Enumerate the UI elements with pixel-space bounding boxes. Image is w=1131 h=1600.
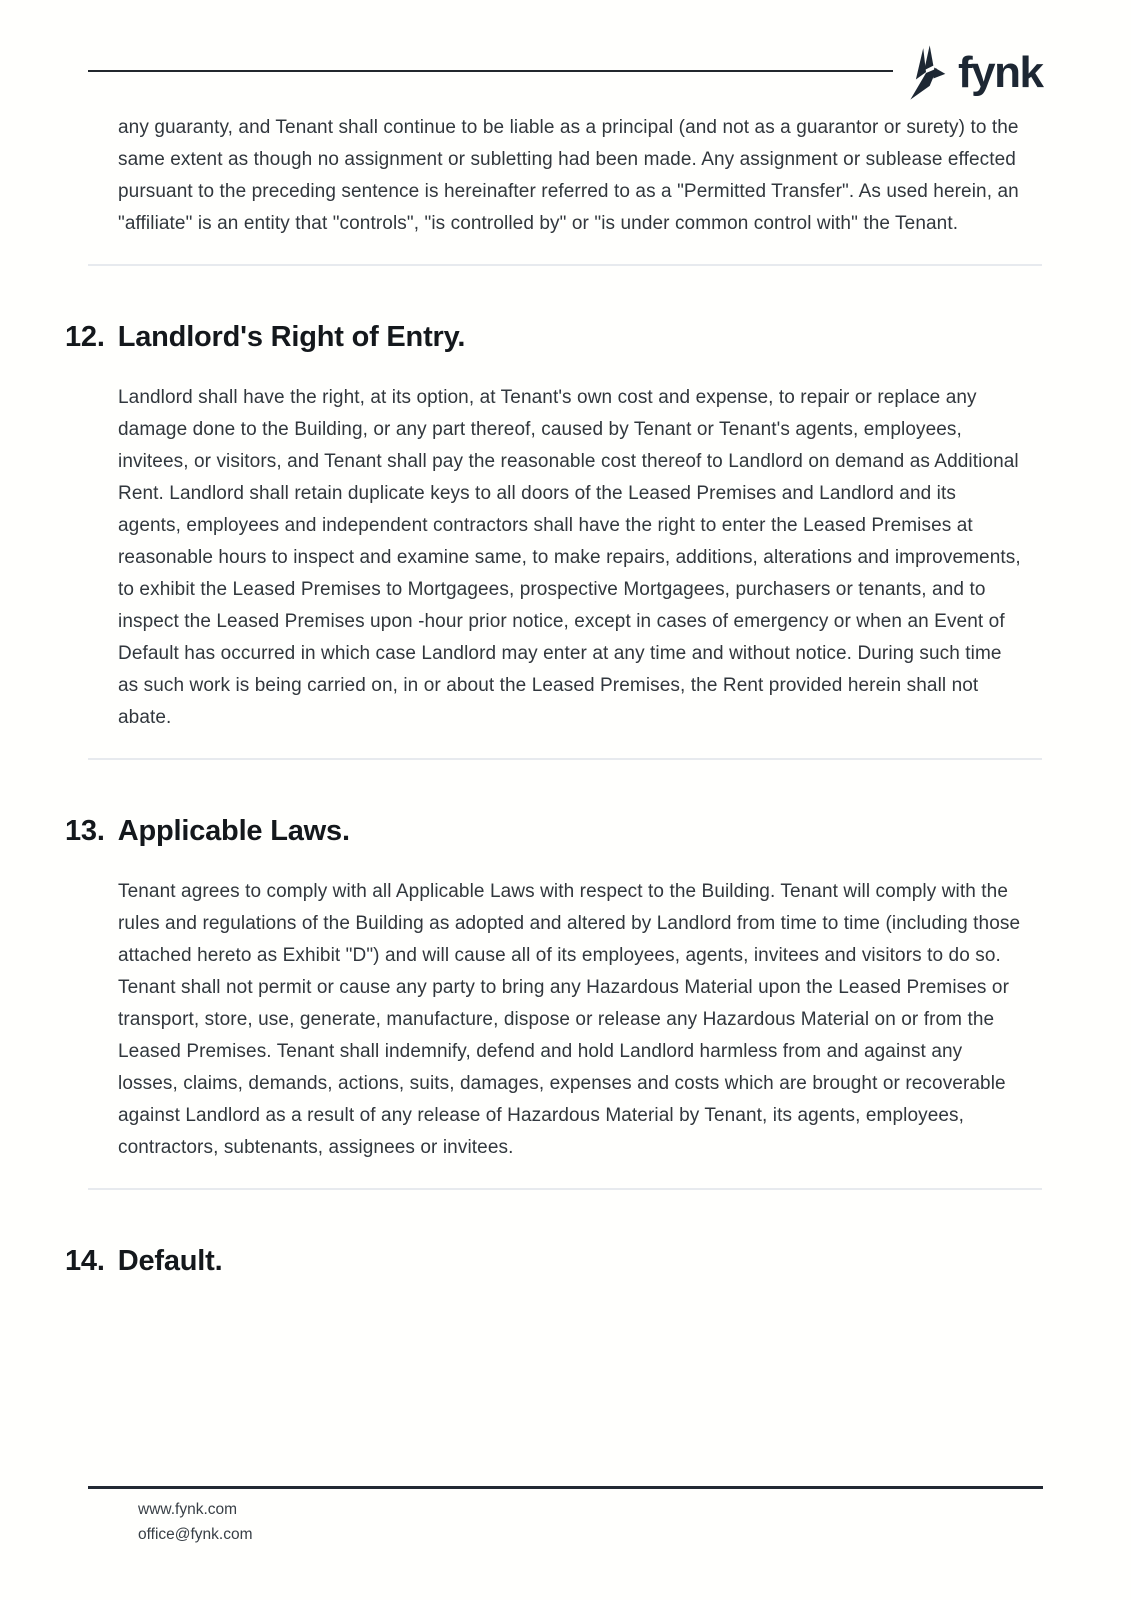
section-divider <box>88 758 1042 760</box>
section-number: 12. <box>65 321 105 353</box>
section-heading-13 <box>65 814 1131 848</box>
section-heading-12 <box>65 320 1131 354</box>
section-title: Applicable Laws. <box>117 815 350 847</box>
section-title: Default. <box>117 1245 223 1277</box>
fynk-logo <box>903 44 1042 102</box>
section-number: 14. <box>65 1245 105 1277</box>
origami-bird-icon <box>903 44 949 102</box>
header-rule <box>88 70 893 72</box>
intro-paragraph: any guaranty, and Tenant shall continue to be liable as a principal (and not as a guarantor or surety) to the same extent as though no assignment or subletting had been made. Any assignment or sublease effected pursuant to the preceding sentence is hereinafter referred to as a "Permitted Transfer". As used herein, an "affiliate" is an entity that "controls", "is controlled by" or "is under common control with" the Tenant. <box>118 117 1019 234</box>
footer-website-link[interactable]: www.fynk.com <box>138 1501 238 1518</box>
section-body-13: Tenant agrees to comply with all Applicable Laws with respect to the Building. Tenant will comply with the rules and regulations of the Building as adopted and altered by Landlord from time to time (including those attached hereto as Exhibit "D") and will cause all of its employees, agents, invitees and visitors to do so. Tenant shall not permit or cause any party to bring any Hazardous Material upon the Leased Premises or transport, store, use, generate, manufacture, dispose or release any Hazardous Material on or from the Leased Premises. Tenant shall indemnify, defend and hold Landlord harmless from and against any losses, claims, demands, actions, suits, damages, expenses and costs which are brought or recoverable against Landlord as a result of any release of Hazardous Material by Tenant, its agents, employees, contractors, subtenants, assignees or invitees. <box>118 881 1021 1158</box>
footer-email-link[interactable]: office@fynk.com <box>138 1526 253 1543</box>
footer-rule <box>88 1486 1043 1489</box>
section-number: 13. <box>65 815 105 847</box>
section-heading-14 <box>65 1244 1131 1278</box>
section-body-12: Landlord shall have the right, at its option, at Tenant's own cost and expense, to repair or replace any damage done to the Building, or any part thereof, caused by Tenant or Tenant's agents, employees, invitees, or visitors, and Tenant shall pay the reasonable cost thereof to Landlord on demand as Additional Rent. Landlord shall retain duplicate keys to all doors of the Leased Premises and Landlord and its agents, employees and independent contractors shall have the right to enter the Leased Premises at reasonable hours to inspect and examine same, to make repairs, additions, alterations and improvements, to exhibit the Leased Premises to Mortgagees, prospective Mortgagees, purchasers or tenants, and to inspect the Leased Premises upon -hour prior notice, except in cases of emergency or when an Event of Default has occurred in which case Landlord may enter at any time and without notice. During such time as such work is being carried on, in or about the Leased Premises, the Rent provided herein shall not abate. <box>118 387 1021 728</box>
footer-links <box>138 1497 253 1547</box>
section-divider <box>88 1188 1042 1190</box>
section-title: Landlord's Right of Entry. <box>117 321 466 353</box>
section-divider <box>88 264 1042 266</box>
brand-wordmark: fynk <box>958 48 1043 97</box>
document-content <box>0 100 1131 1278</box>
